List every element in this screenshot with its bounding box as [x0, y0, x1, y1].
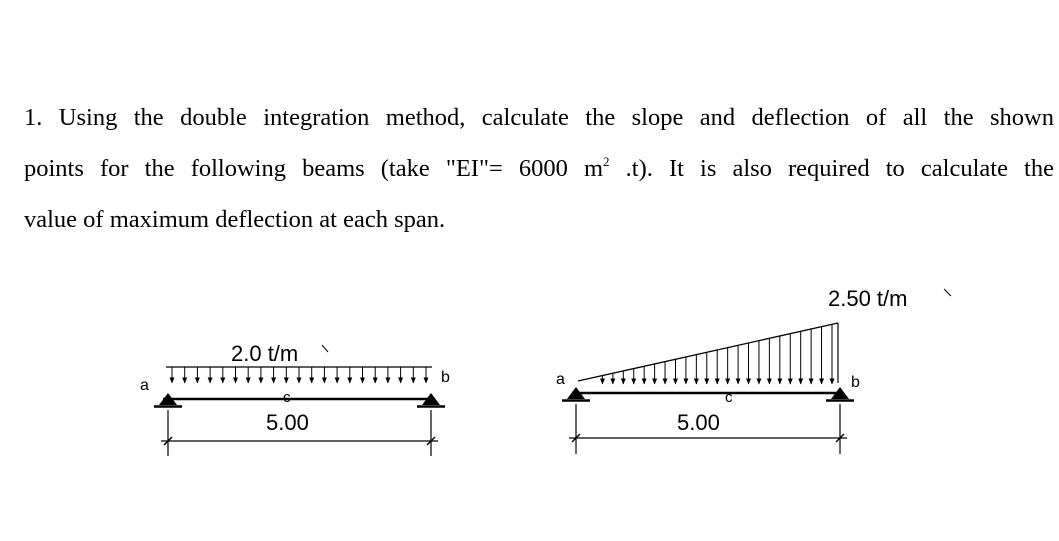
- beam-1-load-label: 2.0 t/m: [231, 341, 299, 366]
- problem-line-2-rest: .t). It is also required to calculate the: [609, 155, 1054, 182]
- beam-2-point-a: a: [556, 371, 565, 388]
- udl-arrows: [172, 367, 426, 383]
- load-mark: [944, 289, 951, 296]
- beam-2-triangular-load: [578, 323, 838, 384]
- beam-2-point-b: b: [851, 374, 860, 391]
- problem-line-3: value of maximum deflection at each span.: [24, 206, 446, 233]
- beam-1-udl-load: [166, 367, 432, 383]
- beam-1-point-a: a: [140, 377, 149, 394]
- problem-line-1: 1. Using the double integration method, calculate the slope and deflection of all the shown: [24, 104, 1054, 131]
- triangular-load-arrows: [602, 324, 832, 384]
- superscript-2: 2: [603, 154, 610, 169]
- beam-1-span-length: 5.00: [266, 410, 309, 435]
- load-mark: [322, 345, 328, 352]
- problem-line-2-text: points for the following beams (take "EI"= 6000 m: [24, 155, 604, 182]
- load-slope-line: [578, 323, 838, 381]
- beam-2-point-c: c: [725, 389, 733, 406]
- beam-2-diagram: [556, 286, 951, 454]
- beam-2-load-label: 2.50 t/m: [828, 286, 908, 311]
- beam-1-diagram: [140, 341, 450, 456]
- beam-1-point-b: b: [441, 369, 450, 386]
- beam-2-span-length: 5.00: [677, 410, 720, 435]
- beam-1-point-c: c: [283, 389, 291, 406]
